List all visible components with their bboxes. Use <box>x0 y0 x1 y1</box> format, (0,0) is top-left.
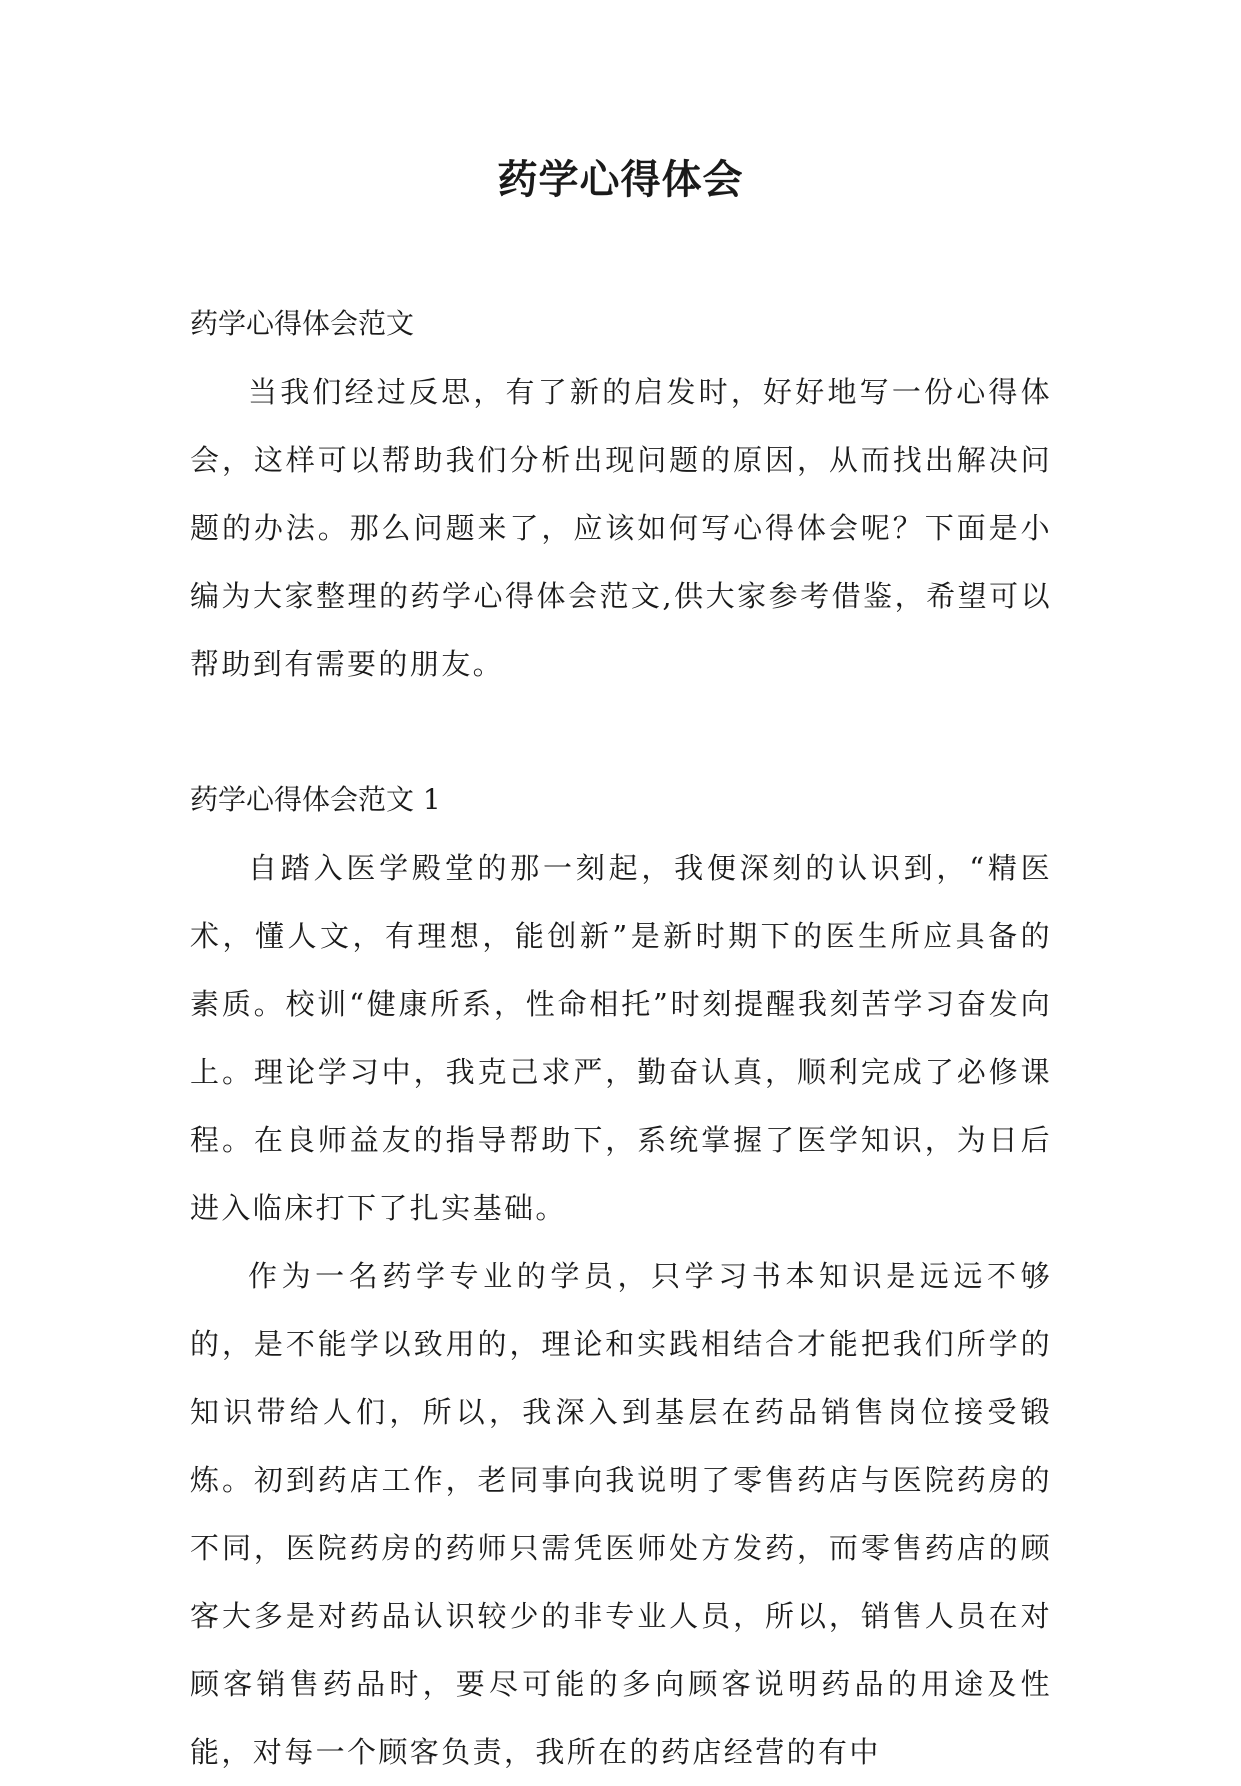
document-title: 药学心得体会 <box>497 156 744 203</box>
section1-paragraph-2: 作为一名药学专业的学员，只学习书本知识是远远不够的，是不能学以致用的，理论和实践相结合才能把我们所学的知识带给人们，所以，我深入到基层在药品销售岗位接受锻炼。初到药店工作，老同事向我说明了零售药店与医院药房的不同，医院药房的药师只需凭医师处方发药，而零售药店的顾客大多是对药品认识较少的非专业人员，所以，销售人员在对顾客销售药品时，要尽可能的多向顾客说明药品的用途及性能，对每一个顾客负责，我所在的药店经营的有中 <box>190 1259 1052 1769</box>
section1-heading: 药学心得体会范文 1 <box>190 783 441 816</box>
intro-paragraph: 当我们经过反思，有了新的启发时，好好地写一份心得体会，这样可以帮助我们分析出现问题的原因，从而找出解决问题的办法。那么问题来了，应该如何写心得体会呢？下面是小编为大家整理的药学心得体会范文,供大家参考借鉴，希望可以帮助到有需要的朋友。 <box>190 375 1052 681</box>
section-spacer <box>190 698 1052 766</box>
section1-paragraph-1: 自踏入医学殿堂的那一刻起，我便深刻的认识到，“精医术，懂人文，有理想，能创新”是新时期下的医生所应具备的素质。校训“健康所系，性命相托”时刻提醒我刻苦学习奋发向上。理论学习中，我克己求严，勤奋认真，顺利完成了必修课程。在良师益友的指导帮助下，系统掌握了医学知识，为日后进入临床打下了扎实基础。 <box>190 851 1052 1225</box>
intro-heading: 药学心得体会范文 <box>190 307 415 340</box>
document-body <box>190 290 1052 1786</box>
